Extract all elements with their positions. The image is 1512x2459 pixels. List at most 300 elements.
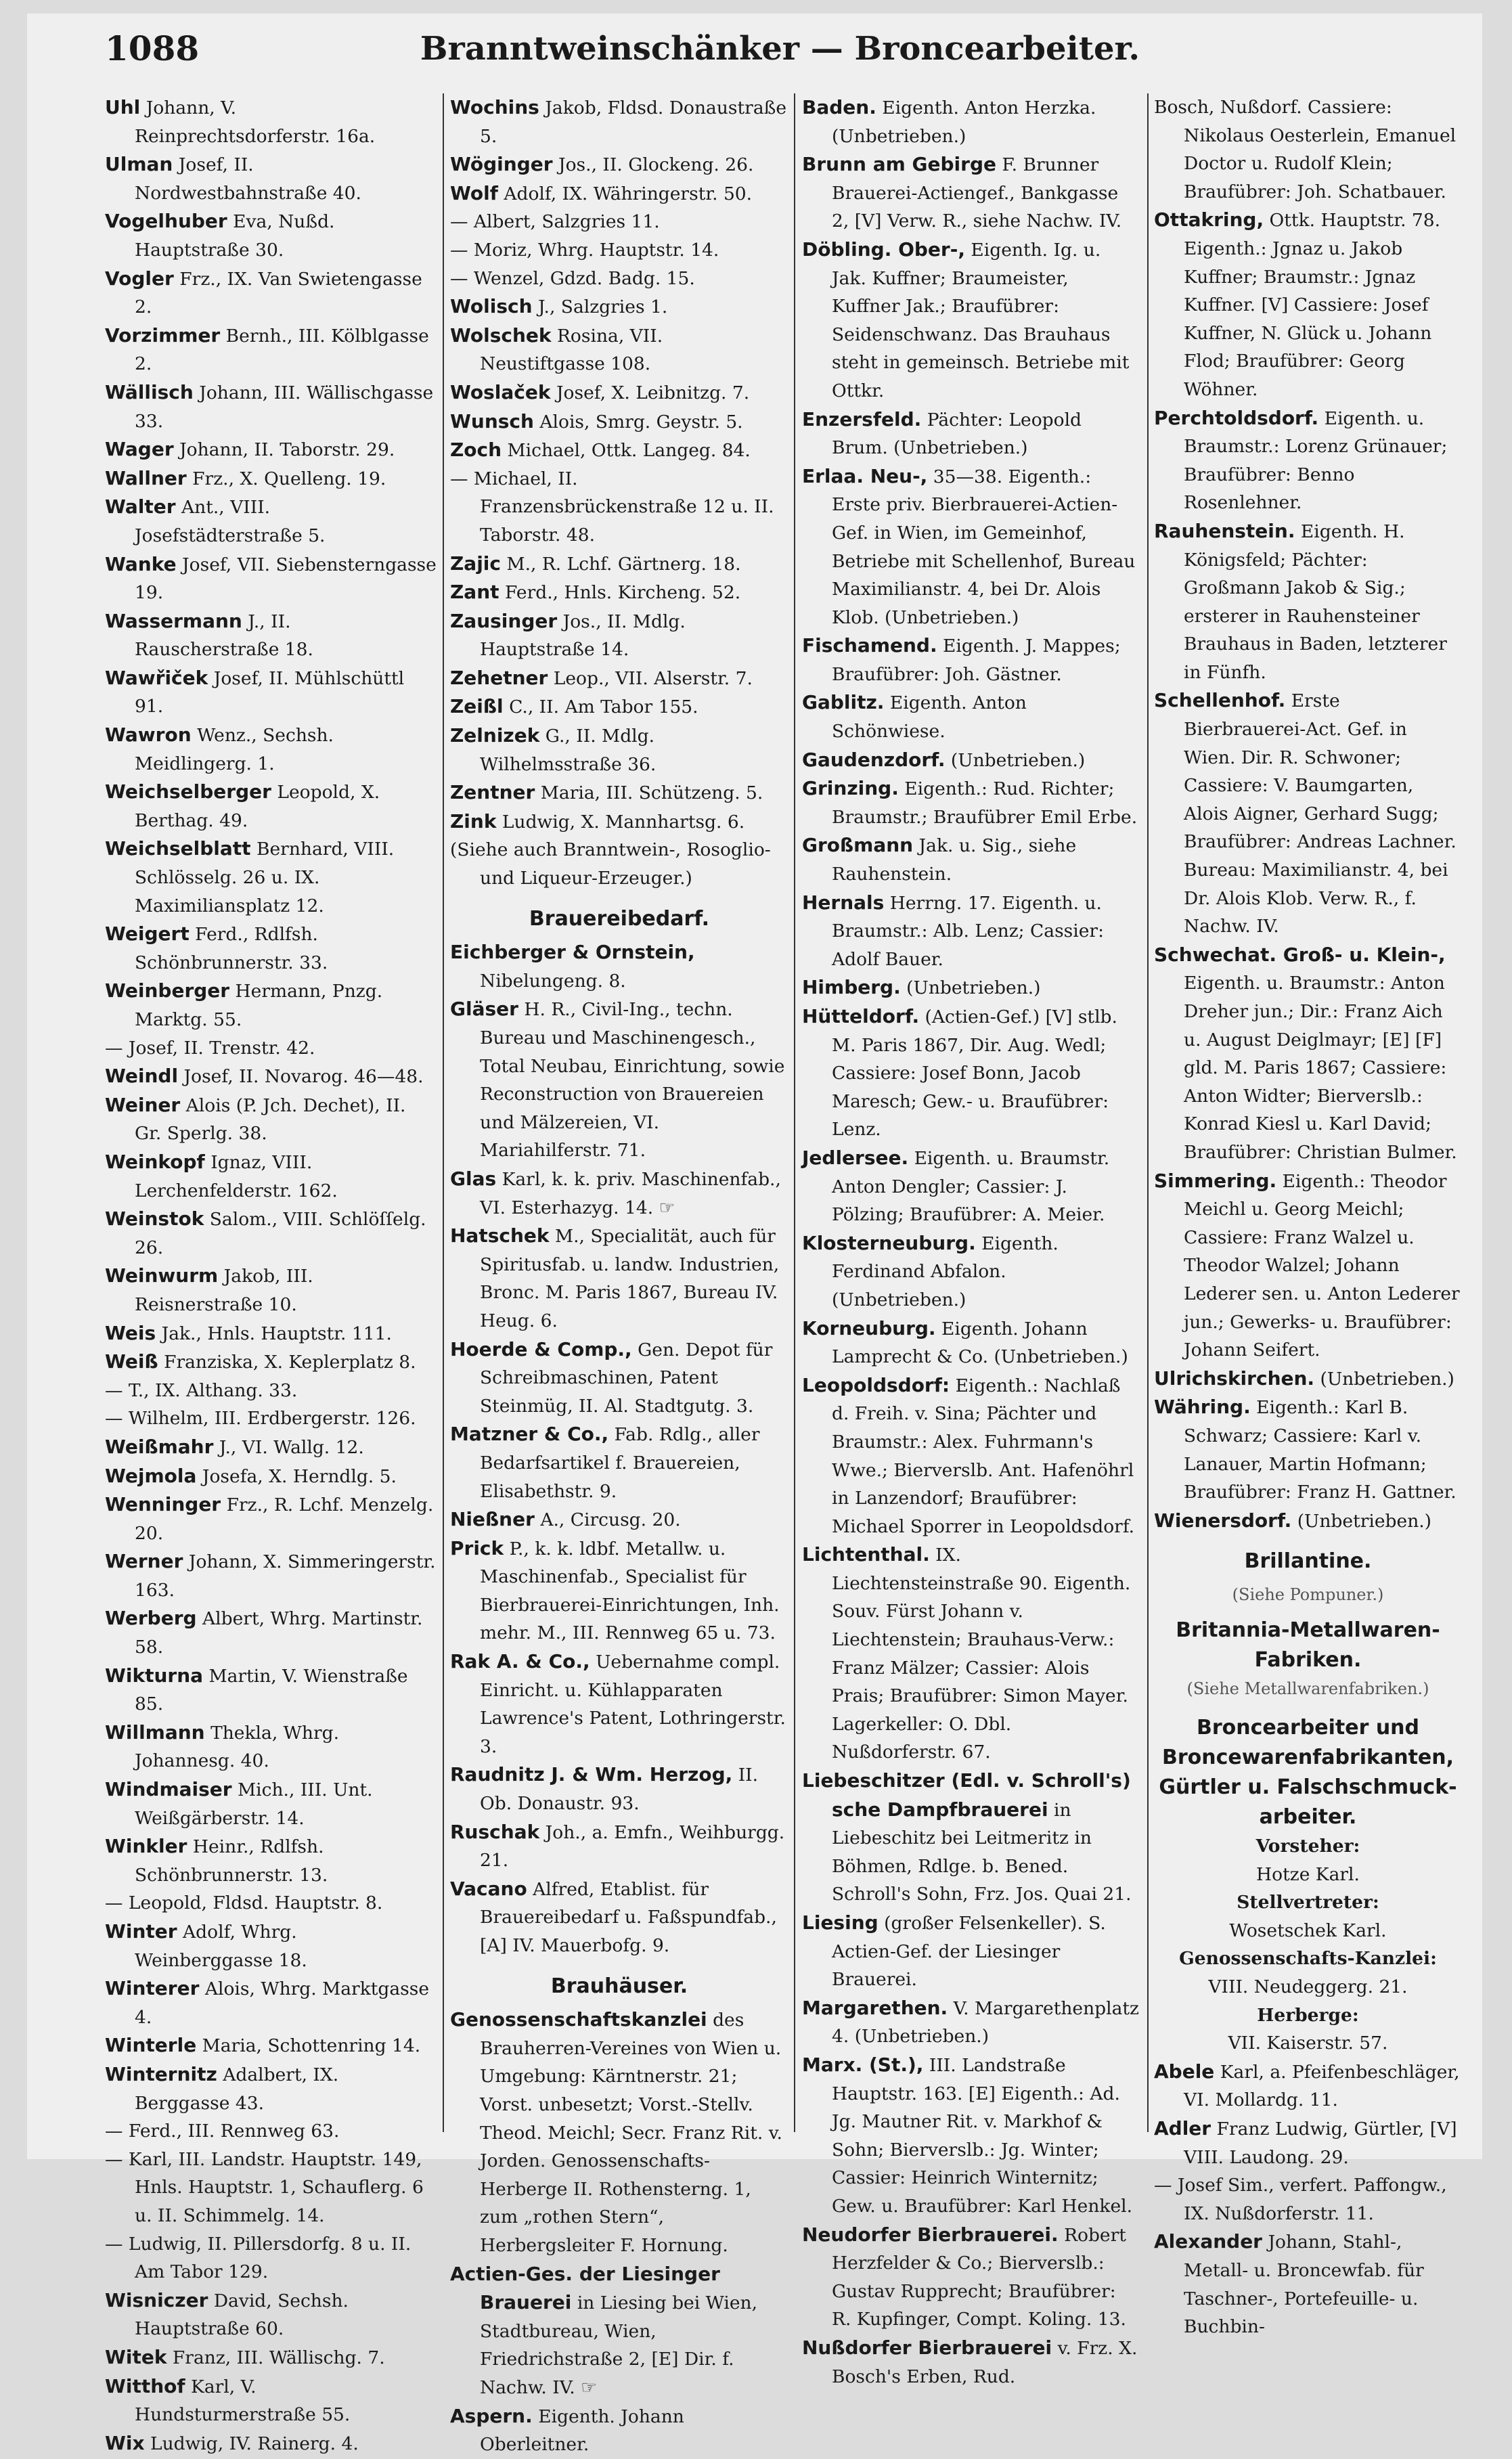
directory-entry: [105, 493, 437, 550]
entry-text: Josef, II. Novarog. 46—48.: [183, 1066, 424, 1088]
entry-text: (Unbetrieben.): [1320, 1368, 1454, 1390]
directory-entry: [450, 236, 788, 265]
entry-name: Weindl: [105, 1065, 179, 1088]
directory-entry: [450, 692, 788, 722]
entry-text: — Josef, II. Trenstr. 42.: [105, 1037, 315, 1059]
page-header: [105, 28, 1455, 83]
entry-name: Weißmahr: [105, 1435, 214, 1458]
directory-entry: [802, 405, 1140, 462]
directory-entry: [105, 2429, 437, 2458]
entry-text: H. R., Civil-Ing., techn. Bureau und Maschinengesch., Total Neubau, Einrichtung, sowie Reconstruction von Brauereien und Mälzereien, VI. Mariahilferstr. 71.: [480, 999, 785, 1161]
entry-name: Zausinger: [450, 609, 558, 632]
entry-name: Actien-Ges. der Liesinger Brauerei: [450, 2262, 720, 2314]
stellvertreter-label: Stellvertreter:: [1237, 1892, 1379, 1913]
entry-text: Martin, V. Wienstraße 85.: [135, 1665, 408, 1715]
directory-entry: [450, 2260, 788, 2402]
entry-text: (Unbetrieben.): [1297, 1510, 1432, 1532]
entry-text: F. Brunner Brauerei-Actiengef., Bankgasse 2, [V] Verw. R., siehe Nachw. IV.: [832, 154, 1122, 232]
directory-entry: [450, 550, 788, 579]
directory-entry: [105, 1091, 437, 1148]
directory-entry: [105, 664, 437, 721]
directory-entry: [105, 778, 437, 835]
column-4: [1154, 93, 1462, 2338]
directory-entry: [105, 1775, 437, 1832]
entry-name: Baden.: [802, 96, 876, 118]
directory-entry: [105, 150, 437, 207]
entry-text: — Karl, III. Landstr. Hauptstr. 149, Hnls. Hauptstr. 1, Schauflerg. 6 u. II. Schimmelg. 14.: [105, 2148, 424, 2226]
heading-line: Broncewarenfabrikanten,: [1161, 1746, 1454, 1770]
entry-name: Nußdorfer Bierbrauerei: [802, 2336, 1052, 2359]
directory-entry: [450, 938, 788, 995]
entry-name: Brunn am Gebirge: [802, 153, 996, 176]
directory-entry: [450, 292, 788, 322]
entry-name: Schellenhof.: [1154, 689, 1286, 712]
entry-name: Weinwurm: [105, 1264, 219, 1287]
entry-text: (Unbetrieben.): [906, 977, 1041, 999]
column-1: [105, 93, 437, 2454]
entry-text: Adalbert, IX. Berggasse 43.: [135, 2064, 339, 2114]
entry-name: Wawřiček: [105, 666, 208, 689]
entry-text: Nibelungeng. 8.: [480, 970, 626, 992]
entry-text: Eigenth. Anton Herzka. (Unbetrieben.): [832, 97, 1096, 147]
entry-name: Schwechat. Groß- u. Klein-,: [1154, 943, 1446, 966]
directory-entry: [802, 1314, 1140, 1371]
entry-text: — Leopold, Fldsd. Hauptstr. 8.: [105, 1892, 383, 1914]
entry-name: Rauhenstein.: [1154, 519, 1295, 542]
directory-entry: [450, 150, 788, 179]
entry-text: Eigenth. Ig. u. Jak. Kuffner; Braumeister, Kuffner Jak.; Braufübrer: Seidenschwanz. Das Brauhaus steht in gemeinsch. Betriebe mit Ottkr.: [832, 239, 1130, 401]
entry-text: — Michael, II. Franzensbrückenstraße 12 u. II. Taborstr. 48.: [450, 468, 774, 546]
entry-text: in Liesing bei Wien, Stadtbureau, Wien, Friedrichstraße 2, [E] Dir. f. Nachw. IV. ☞: [480, 2292, 758, 2398]
entry-name: Rak A. & Co.,: [450, 1650, 590, 1673]
directory-entry: [802, 1002, 1140, 1144]
entry-text: — Albert, Salzgries 11.: [450, 211, 660, 233]
entry-text: Alois, Smrg. Geystr. 5.: [539, 411, 743, 433]
entry-text: Leopold, X. Berthag. 49.: [135, 782, 380, 831]
entry-list: [1154, 2058, 1462, 2341]
directory-entry: [450, 1875, 788, 1960]
directory-entry: [450, 722, 788, 778]
entry-text: — Wenzel, Gdzd. Badg. 15.: [450, 267, 695, 289]
heading-line: Gürtler u. Falschschmuck-: [1159, 1775, 1457, 1800]
entry-name: Ulman: [105, 153, 173, 176]
stellvertreter-name: Wosetschek Karl.: [1229, 1920, 1387, 1941]
entry-name: Winterer: [105, 1977, 200, 2000]
entry-text: Franz Ludwig, Gürtler, [V] VIII. Laudong. 29.: [1184, 2119, 1457, 2168]
entry-text: (Actien-Gef.) [V] stlb. M. Paris 1867, Dir. Aug. Wedl; Cassiere: Josef Bonn, Jacob Maresch; Gew.- u. Braufübrer: Lenz.: [832, 1006, 1117, 1140]
directory-entry: [802, 150, 1140, 236]
entry-text: in Liebeschitz bei Leitmeritz in Böhmen, Rdlge. b. Bened. Schroll's Sohn, Frz. Jos. Quai 21.: [832, 1799, 1132, 1905]
entry-name: Windmaiser: [105, 1778, 232, 1801]
directory-entry: [105, 2230, 437, 2286]
section-heading: [1154, 1713, 1462, 1832]
entry-text: des Brauherren-Vereines von Wien u. Umgebung: Kärntnerstr. 21; Vorst. unbesetzt; Vorst.-Stellv. Theod. Meichl; Secr. Franz Rit. v. Jorden. Genossenschafts-Herberge II. Rothensterng. 1, zum „rothen Stern“, Herbergsleiter F. Hornung.: [480, 2010, 782, 2256]
directory-entry: [450, 93, 788, 150]
entry-text: Josef, X. Leibnitzg. 7.: [556, 382, 750, 403]
entry-name: Witthof: [105, 2374, 185, 2397]
entry-name: Weis: [105, 1321, 156, 1344]
entry-text: Ludwig, X. Mannhartsg. 6.: [502, 811, 745, 833]
entry-name: Winterle: [105, 2034, 197, 2057]
entry-list: [450, 2006, 788, 2459]
entry-name: Währing.: [1154, 1396, 1251, 1419]
entry-name: Zehetner: [450, 666, 548, 689]
heading-line: arbeiter.: [1259, 1805, 1357, 1830]
directory-entry: [450, 407, 788, 437]
directory-entry: [105, 2146, 437, 2230]
column-rule: [794, 93, 795, 2132]
entry-text: Jos., II. Mdlg. Hauptstraße 14.: [480, 611, 686, 661]
entry-text: — T., IX. Althang. 33.: [105, 1379, 298, 1401]
directory-entry: [1154, 2058, 1462, 2114]
entry-name: Werner: [105, 1550, 183, 1573]
directory-entry: [105, 1205, 437, 1262]
entry-text: Ottk. Hauptstr. 78. Eigenth.: Jgnaz u. Jakob Kuffner; Braumstr.: Jgnaz Kuffner. [V] Cassiere: Josef Kuffner, N. Glück u. Johann Flod; Braufübrer: Georg Wöhner.: [1184, 210, 1441, 400]
entry-name: Wochins: [450, 96, 539, 118]
directory-entry: [450, 1222, 788, 1335]
entry-text: III. Landstraße Hauptstr. 163. [E] Eigenth.: Ad. Jg. Mautner Rit. v. Markhof & Sohn; Bierverslb.: Jg. Winter; Cassier: Heinrich Winternitz; Gew. u. Braufübrer: Karl Henkel.: [832, 2054, 1133, 2217]
entry-name: Zeißl: [450, 695, 504, 718]
directory-entry: [105, 207, 437, 264]
directory-entry: [450, 1647, 788, 1760]
entry-name: Wikturna: [105, 1664, 204, 1687]
entry-text: Herrng. 17. Eigenth. u. Braumstr.: Alb. Lenz; Cassier: Adolf Bauer.: [832, 892, 1105, 970]
directory-entry: [802, 1144, 1140, 1229]
entry-text: Johann, Stahl-, Metall- u. Broncewfab. für Taschner-, Portefeuille- u. Buchbin-: [1184, 2232, 1424, 2338]
entry-name: Wawron: [105, 724, 192, 747]
column-3: [802, 93, 1140, 2387]
entry-name: Weichselblatt: [105, 837, 251, 860]
directory-entry: [450, 1420, 788, 1505]
directory-entry: [450, 465, 788, 550]
directory-entry: [450, 1505, 788, 1534]
entry-text: Frz., R. Lchf. Menzelg. 20.: [135, 1494, 434, 1544]
entry-name: Leopoldsdorf:: [802, 1373, 950, 1396]
entry-list: [105, 93, 437, 2458]
entry-text: Ignaz, VIII. Lerchenfelderstr. 162.: [135, 1151, 338, 1201]
entry-name: Lichtenthal.: [802, 1543, 930, 1566]
directory-entry: [1154, 206, 1462, 403]
entry-text: Eigenth. Anton Schönwiese.: [832, 692, 1027, 743]
entry-text: Salom., VIII. Schlöſſelg. 26.: [135, 1209, 426, 1258]
directory-entry: [802, 93, 1140, 150]
entry-text: (Unbetrieben.): [950, 749, 1086, 771]
directory-entry: [105, 1377, 437, 1405]
entry-text: M., Specialität, auch für Spiritusfab. u. landw. Industrien, Bronc. M. Paris 1867, Bureau IV. Heug. 6.: [480, 1226, 780, 1331]
directory-entry: [450, 436, 788, 465]
directory-entry: [105, 1462, 437, 1491]
cross-reference: (Siehe Pompuner.): [1232, 1585, 1384, 1604]
directory-entry: [450, 807, 788, 837]
directory-entry: [802, 889, 1140, 974]
cross-reference: (Siehe Metallwarenfabriken.): [1186, 1679, 1429, 1699]
heading-line: Fabriken.: [1254, 1648, 1362, 1672]
entry-name: Gaudenzdorf.: [802, 748, 946, 771]
entry-text: Jakob, Fldsd. Donaustraße 5.: [480, 97, 787, 147]
entry-name: Wunsch: [450, 409, 534, 433]
directory-entry: [105, 1319, 437, 1348]
directory-entry: [1154, 2171, 1462, 2228]
entry-text: Robert Herzfelder & Co.; Bierverslb.: Gustav Rupprecht; Braufübrer: R. Kupfinger, Compt. Koling. 13.: [832, 2224, 1126, 2330]
section-heading: Brauereibedarf.: [529, 906, 710, 931]
kanzlei-label: Genossenschafts-Kanzlei:: [1179, 1948, 1437, 1970]
directory-entry: [1154, 1507, 1462, 1536]
section-heading: Brauhäuser.: [550, 1974, 688, 1998]
directory-entry: [105, 2343, 437, 2372]
entry-name: Döbling. Ober-,: [802, 238, 965, 261]
entry-text: Eva, Nußd. Hauptstraße 30.: [135, 211, 335, 261]
entry-name: Winkler: [105, 1835, 187, 1858]
entry-text: Josef, II. Mühlschüttl 91.: [135, 667, 405, 717]
directory-entry: [450, 1760, 788, 1817]
directory-entry: [802, 746, 1140, 775]
directory-entry: [105, 1348, 437, 1377]
entry-text: Johann, X. Simmeringerstr. 163.: [135, 1551, 436, 1601]
entry-name: Weichselberger: [105, 780, 271, 803]
entry-text: Jakob, III. Reisnerstraße 10.: [135, 1266, 313, 1315]
column-rule: [1147, 93, 1149, 2132]
directory-entry: [105, 1832, 437, 1889]
entry-text: (großer Felsenkeller). S. Actien-Gef. der Liesinger Brauerei.: [832, 1913, 1106, 1991]
entry-name: Prick: [450, 1536, 504, 1559]
vorsteher-name: Hotze Karl.: [1256, 1863, 1360, 1885]
entry-name: Simmering.: [1154, 1169, 1277, 1192]
entry-text: J., VI. Wallg. 12.: [219, 1436, 364, 1458]
directory-entry: [105, 977, 437, 1034]
directory-entry: [105, 1604, 437, 1661]
entry-name: Ulrichskirchen.: [1154, 1367, 1315, 1390]
directory-entry: [802, 774, 1140, 831]
directory-entry: [105, 1662, 437, 1719]
directory-entry: [1154, 1393, 1462, 1506]
entry-text: P., k. k. ldbf. Metallw. u. Maschinenfab., Specialist für Bierbrauerei-Einrichtungen, Inh. mehr. M., III. Rennweg 65 u. 73.: [480, 1538, 780, 1644]
entry-name: Glas: [450, 1167, 497, 1190]
entry-name: Uhl: [105, 96, 141, 118]
directory-entry: [105, 835, 437, 920]
directory-entry: [105, 2286, 437, 2343]
entry-name: Vogler: [105, 267, 174, 290]
entry-name: Erlaa. Neu-,: [802, 464, 928, 487]
entry-text: J., Salzgries 1.: [537, 296, 668, 318]
entry-name: Wager: [105, 438, 174, 461]
entry-name: Willmann: [105, 1721, 205, 1744]
directory-entry: [802, 973, 1140, 1002]
entry-text: Pächter: Leopold Brum. (Unbetrieben.): [832, 409, 1082, 459]
directory-entry: [105, 1974, 437, 2031]
entry-name: Wix: [105, 2431, 145, 2454]
entry-text: Ant., VIII. Josefstädterstraße 5.: [135, 497, 326, 546]
entry-name: Grinzing.: [802, 777, 899, 800]
entry-text: Franziska, X. Keplerplatz 8.: [164, 1352, 416, 1373]
entry-name: Raudnitz J. & Wm. Herzog,: [450, 1763, 733, 1786]
directory-entry: [1154, 1365, 1462, 1394]
entry-text: Eigenth. Johann Lamprecht & Co. (Unbetrieben.): [832, 1318, 1128, 1368]
directory-entry: [450, 1818, 788, 1875]
entry-text: Karl, a. Pfeifenbeschläger, VI. Mollardg. 11.: [1184, 2061, 1460, 2111]
entry-name: Marx. (St.),: [802, 2053, 924, 2076]
directory-entry: [802, 2221, 1140, 2334]
directory-entry: [105, 607, 437, 664]
entry-text: Maria, Schottenring 14.: [202, 2035, 421, 2057]
entry-text: Bosch, Nußdorf. Cassiere: Nikolaus Oesterlein, Emanuel Doctor u. Rudolf Klein; Braufübrer: Joh. Schatbauer.: [1154, 97, 1457, 202]
entry-text: Jos., II. Glockeng. 26.: [558, 154, 754, 176]
directory-entry: [105, 2031, 437, 2060]
entry-text: Eigenth.: Nachlaß d. Freih. v. Sina; Pächter und Braumstr.: Alex. Fuhrmann's Wwe.; Bierverslb. Ant. Hafenöhrl in Lanzendorf; Braufübrer: Michael Sporrer in Leopoldsdorf.: [832, 1375, 1135, 1537]
entry-name: Zink: [450, 810, 497, 833]
directory-entry: [802, 688, 1140, 745]
entry-text: Ludwig, IV. Rainerg. 4.: [150, 2433, 359, 2454]
entry-text: (Siehe auch Branntwein-, Rosoglio- und Liqueur-Erzeuger.): [450, 839, 771, 889]
directory-entry: [105, 435, 437, 464]
entry-text: Erste Bierbrauerei-Act. Gef. in Wien. Dir. R. Schwoner; Cassiere: V. Baumgarten, Alois Aigner, Gerhard Sugg; Braufübrer: Andreas Lachner. Bureau: Maximilianstr. 4, bei Dr. Alois Klob. Verw. R., f. Nachw. IV.: [1184, 690, 1457, 937]
entry-text: Eigenth.: Karl B. Schwarz; Cassiere: Karl v. Lanauer, Martin Hofmann; Braufübrer: Franz H. Gattner.: [1184, 1397, 1457, 1503]
entry-text: — Ferd., III. Rennweg 63.: [105, 2121, 340, 2142]
heading-line: Britannia-Metallwaren-: [1176, 1618, 1440, 1643]
entry-name: Adler: [1154, 2117, 1211, 2140]
entry-text: IX. Liechtensteinstraße 90. Eigenth. Souv. Fürst Johann v. Liechtenstein; Brauhaus-Verw.: Franz Mälzer; Cassier: Alois Prais; Braufübrer: Simon Mayer. Lagerkeller: O. Dbl. Nußdorferstr. 67.: [832, 1545, 1131, 1763]
directory-entry: [450, 578, 788, 607]
directory-entry: [1154, 517, 1462, 687]
entry-text: II. Ob. Donaustr. 93.: [480, 1765, 759, 1815]
column-rule: [443, 93, 444, 2132]
entry-name: Hoerde & Comp.,: [450, 1337, 632, 1360]
entry-name: Hernals: [802, 891, 885, 914]
directory-entry: [450, 208, 788, 236]
entry-list: [450, 93, 788, 893]
herberge-address: VII. Kaiserstr. 57.: [1228, 2033, 1388, 2054]
directory-entry: [802, 1371, 1140, 1541]
entry-text: Eigenth. Johann Oberleitner.: [480, 2406, 684, 2456]
directory-entry: [450, 2402, 788, 2459]
entry-name: Großmann: [802, 834, 914, 857]
entry-text: Johann, V. Reinprechtsdorferstr. 16a.: [135, 97, 376, 147]
entry-text: Frz., X. Quelleng. 19.: [192, 468, 386, 489]
entry-text: Gen. Depot für Schreibmaschinen, Patent Steinmüg, II. Al. Stadtgutg. 3.: [480, 1339, 773, 1417]
entry-name: Weinkopf: [105, 1150, 205, 1173]
entry-name: Margarethen.: [802, 1996, 948, 2019]
vorsteher-label: Vorsteher:: [1255, 1836, 1360, 1857]
directory-entry: [1154, 93, 1462, 206]
entry-text: Karl, k. k. priv. Maschinenfab., VI. Esterhazyg. 14. ☞: [480, 1168, 781, 1218]
entry-name: Matzner & Co.,: [450, 1423, 609, 1446]
entry-name: Weiß: [105, 1350, 158, 1373]
entry-text: Eigenth.: Rud. Richter; Braumstr.; Braufübrer Emil Erbe.: [832, 778, 1138, 828]
entry-text: Josef, II. Nordwestbahnstraße 40.: [135, 154, 361, 204]
entry-text: Eigenth.: Theodor Meichl u. Georg Meichl; Cassiere: Franz Walzel u. Theodor Walzel; Johann Lederer sen. u. Anton Lederer jun.; Gewerks- u. Braufübrer: Johann Seifert.: [1184, 1170, 1460, 1361]
entry-text: Eigenth. Ferdinand Abfalon. (Unbetrieben.): [832, 1233, 1059, 1310]
directory-entry: [450, 607, 788, 664]
directory-entry: [450, 2006, 788, 2259]
column-2: [450, 93, 788, 2456]
entry-text: Bernh., III. Kölblgasse 2.: [135, 325, 429, 375]
directory-entry: [450, 778, 788, 807]
entry-name: Enzersfeld.: [802, 407, 922, 430]
directory-entry: [105, 2372, 437, 2429]
entry-name: Zelnizek: [450, 724, 540, 747]
entry-text: Heinr., Rdlfsh. Schönbrunnerstr. 13.: [135, 1836, 328, 1886]
entry-text: Johann, II. Taborstr. 29.: [179, 439, 395, 461]
entry-name: Wolschek: [450, 324, 552, 347]
entry-text: Eigenth. u. Braumstr. Anton Dengler; Cassier: J. Pölzing; Braufübrer: A. Meier.: [832, 1147, 1110, 1226]
entry-name: Wolisch: [450, 295, 533, 318]
entry-name: Vacano: [450, 1877, 527, 1900]
entry-name: Werberg: [105, 1607, 197, 1630]
directory-entry: [802, 1994, 1140, 2051]
kanzlei-address: VIII. Neudeggerg. 21.: [1208, 1976, 1408, 1998]
entry-name: Vogelhuber: [105, 210, 227, 233]
directory-entry: [105, 1148, 437, 1205]
directory-entry: [802, 1767, 1140, 1909]
entry-text: Franz, III. Wällischg. 7.: [172, 2347, 385, 2368]
directory-entry: [105, 1889, 437, 1918]
directory-entry: [105, 322, 437, 378]
entry-text: Wenz., Sechsh. Meidlingerg. 1.: [135, 725, 334, 774]
entry-name: Hatschek: [450, 1224, 550, 1247]
entry-text: Eigenth. u. Braumstr.: Lorenz Grünauer; Braufübrer: Benno Rosenlehner.: [1184, 407, 1448, 514]
directory-entry: [802, 2334, 1140, 2391]
entry-name: Alexander: [1154, 2230, 1262, 2253]
entry-name: Zant: [450, 581, 499, 604]
directory-entry: [1154, 404, 1462, 517]
directory-entry: [802, 1541, 1140, 1767]
entry-text: — Moriz, Whrg. Hauptstr. 14.: [450, 239, 719, 261]
directory-entry: [105, 1719, 437, 1775]
entry-text: Uebernahme compl. Einricht. u. Kühlapparaten Lawrence's Patent, Lothringerstr. 3.: [480, 1652, 786, 1757]
entry-text: Thekla, Whrg. Johannesg. 40.: [135, 1722, 340, 1772]
entry-name: Neudorfer Bierbrauerei.: [802, 2223, 1059, 2246]
directory-entry: [450, 664, 788, 693]
directory-entry: [1154, 1167, 1462, 1365]
entry-name: Wienersdorf.: [1154, 1509, 1292, 1532]
directory-entry: [802, 1229, 1140, 1314]
entry-text: V. Margarethenplatz 4. (Unbetrieben.): [832, 1997, 1140, 2047]
directory-entry: [105, 1262, 437, 1319]
entry-name: Wöginger: [450, 153, 553, 176]
directory-entry: [450, 322, 788, 378]
directory-entry: [105, 378, 437, 435]
entry-text: Ferd., Hnls. Kircheng. 52.: [504, 582, 741, 604]
directory-entry: [105, 550, 437, 607]
entry-name: Weinstok: [105, 1208, 204, 1231]
directory-entry: [1154, 941, 1462, 1167]
entry-name: Zentner: [450, 781, 535, 804]
directory-entry: [105, 2060, 437, 2117]
directory-entry: [105, 1490, 437, 1547]
entry-name: Perchtoldsdorf.: [1154, 406, 1319, 429]
entry-name: Walter: [105, 495, 176, 518]
entry-name: Gablitz.: [802, 691, 885, 714]
entry-name: Wassermann: [105, 609, 242, 632]
directory-entry: [450, 1534, 788, 1647]
entry-text: David, Sechsh. Hauptstraße 60.: [135, 2290, 349, 2340]
entry-text: Adolf, IX. Währingerstr. 50.: [504, 183, 753, 204]
entry-text: Frz., IX. Van Swietengasse 2.: [135, 268, 422, 318]
entry-name: Zoch: [450, 439, 502, 462]
entry-text: Eigenth. H. Königsfeld; Pächter: Großmann Jakob & Sig.; ersterer in Rauhensteiner Brauhaus in Baden, letzterer in Fünfh.: [1184, 520, 1447, 683]
entry-text: J., II. Rauscherstraße 18.: [135, 611, 313, 661]
entry-text: G., II. Mdlg. Wilhelmsstraße 36.: [480, 726, 657, 775]
directory-entry: [105, 2117, 437, 2146]
entry-name: Wisniczer: [105, 2288, 208, 2311]
entry-text: A., Circusg. 20.: [540, 1509, 681, 1531]
entry-name: Korneuburg.: [802, 1316, 936, 1339]
section-heading: [1154, 1616, 1462, 1675]
directory-entry: [105, 93, 437, 150]
entry-text: — Ludwig, II. Pillersdorfg. 8 u. II. Am Tabor 129.: [105, 2233, 412, 2283]
entry-name: Eichberger & Ornstein,: [450, 941, 695, 964]
entry-name: Wallner: [105, 466, 187, 489]
entry-name: Fischamend.: [802, 634, 937, 657]
